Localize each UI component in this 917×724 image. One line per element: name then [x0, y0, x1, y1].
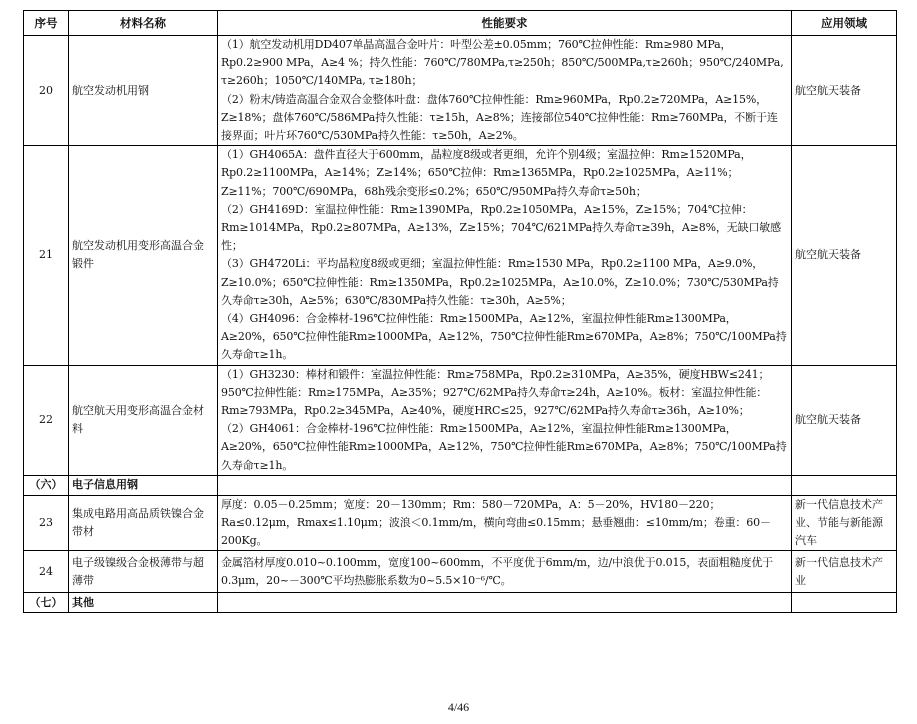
- table-row: [24, 551, 897, 593]
- row-perf: 厚度：0.05－0.25mm；宽度：20－130mm；Rm：580－720MPa，A：5－20%，HV180－220；Ra≤0.12μm，Rmax≤1.10μm；波浪＜0.1mm/m，横向弯曲≤0.15mm；悬垂翘曲：≤10mm/m；卷重：60－200Kg。: [218, 495, 792, 551]
- header-perf: 性能要求: [218, 11, 792, 36]
- row-area: 新一代信息技术产业: [792, 551, 897, 593]
- row-area: 新一代信息技术产业、节能与新能源汽车: [792, 495, 897, 551]
- perf-item: （2）GH4169D：室温拉伸性能：Rm≥1390MPa，Rp0.2≥1050MPa，A≥15%，Z≥15%；704℃拉伸：Rm≥1014MPa，Rp0.2≥807MPa，A≥13%，Z≥15%；704℃/621MPa持久寿命τ≥39h，A≥8%，无缺口敏感性；: [221, 202, 782, 253]
- row-perf: 金属箔材厚度0.010~0.100mm，宽度100~600mm，不平度优于6mm/m，边/中浪优于0.015，表面粗糙度优于0.3μm，20~－300℃平均热膨胀系数为0~5.5×10⁻⁶/℃。: [218, 551, 792, 593]
- perf-item: （2）粉末/铸造高温合金双合金整体叶盘：盘体760℃拉伸性能：Rm≥960MPa，Rp0.2≥720MPa，A≥15%，Z≥18%；盘体760℃/586MPa持久性能：τ≥15h，A≥8%；连接部位540℃拉伸性能：Rm≥760MPa，不断于连接界面；叶片环760℃/530MPa持久性能：τ≥50h，A≥2%。: [221, 92, 778, 143]
- row-no: 22: [24, 365, 69, 475]
- perf-item: （1）航空发动机用DD407单晶高温合金叶片：叶型公差±0.05mm；760℃拉伸性能：Rm≥980 MPa，Rp0.2≥900 MPa，A≥4 %；持久性能：760℃/780MPa,τ≥250h；850℃/500MPa,τ≥260h；950℃/240MPa, τ≥260h；1050℃/140MPa, τ≥180h；: [221, 38, 784, 88]
- row-perf: [218, 146, 792, 365]
- row-name: 航空发动机用钢: [69, 36, 218, 146]
- section-title: 其他: [69, 593, 218, 613]
- header-row: [24, 11, 897, 36]
- row-no: 21: [24, 146, 69, 365]
- section-title: 电子信息用钢: [69, 475, 218, 495]
- page-number: 4/46: [447, 700, 470, 714]
- table-row: [24, 365, 897, 475]
- perf-item: （3）GH4720Li：平均晶粒度8级或更细；室温拉伸性能：Rm≥1530 MPa，Rp0.2≥1100 MPa，A≥9.0%，Z≥10.0%；650℃拉伸性能：Rm≥1350MPa，Rp0.2≥1025MPa，A≥10.0%，Z≥10.0%；730℃/530MPa持久寿命τ≥30h，A≥5%；630℃/830MPa持久性能：τ≥30h，A≥5%；: [221, 257, 779, 307]
- row-area: 航空航天装备: [792, 146, 897, 365]
- perf-item: （2）GH4061：合金棒材-196℃拉伸性能：Rm≥1500MPa，A≥12%，室温拉伸性能Rm≥1300MPa，A≥20%，650℃拉伸性能Rm≥1000MPa，A≥12%，750℃拉伸性能Rm≥670MPa，A≥8%；750℃/100MPa持久寿命τ≥1h。: [221, 422, 787, 472]
- section-no: （六）: [24, 475, 69, 495]
- header-no: 序号: [24, 11, 69, 36]
- row-area: 航空航天装备: [792, 36, 897, 146]
- row-perf: [218, 365, 792, 475]
- row-name: 航空发动机用变形高温合金锻件: [69, 146, 218, 365]
- header-name: 材料名称: [69, 11, 218, 36]
- table-row: [24, 495, 897, 551]
- section-row: [24, 593, 897, 613]
- row-name: 航空航天用变形高温合金材料: [69, 365, 218, 475]
- row-no: 20: [24, 36, 69, 146]
- table-row: [24, 146, 897, 365]
- row-no: 24: [24, 551, 69, 593]
- header-area: 应用领域: [792, 11, 897, 36]
- row-perf: [218, 36, 792, 146]
- row-name: 集成电路用高品质铁镍合金带材: [69, 495, 218, 551]
- table-row: [24, 36, 897, 146]
- perf-item: （1）GH3230：棒材和锻件：室温拉伸性能：Rm≥758MPa，Rp0.2≥310MPa，A≥35%，硬度HBW≤241；950℃拉伸性能：Rm≥175MPa，A≥35%；927℃/62MPa持久寿命τ≥24h，A≥10%。板材：室温拉伸性能：Rm≥793MPa，Rp0.2≥345MPa，A≥40%，硬度HRC≤25，927℃/62MPa持久寿命τ≥36h，A≥10%；: [221, 367, 770, 418]
- section-row: [24, 475, 897, 495]
- row-name: 电子级镍级合金极薄带与超薄带: [69, 551, 218, 593]
- row-no: 23: [24, 495, 69, 551]
- materials-table: [23, 10, 897, 613]
- section-no: （七）: [24, 593, 69, 613]
- row-area: 航空航天装备: [792, 365, 897, 475]
- perf-item: （1）GH4065A：盘件直径大于600mm，晶粒度8级或者更细，允许个别4级；室温拉伸：Rm≥1520MPa，Rp0.2≥1100MPa，A≥14%；Z≥14%；650℃拉伸：Rm≥1365MPa，Rp0.2≥1025MPa，A≥11%；Z≥11%；700℃/690MPa，68h残余变形≤0.2%；650℃/950MPa持久寿命τ≥50h；: [221, 148, 752, 198]
- perf-item: （4）GH4096：合金棒材-196℃拉伸性能：Rm≥1500MPa，A≥12%，室温拉伸性能Rm≥1300MPa，A≥20%，650℃拉伸性能Rm≥1000MPa，A≥12%，750℃拉伸性能Rm≥670MPa，A≥8%；750℃/100MPa持久寿命τ≥1h。: [221, 312, 787, 362]
